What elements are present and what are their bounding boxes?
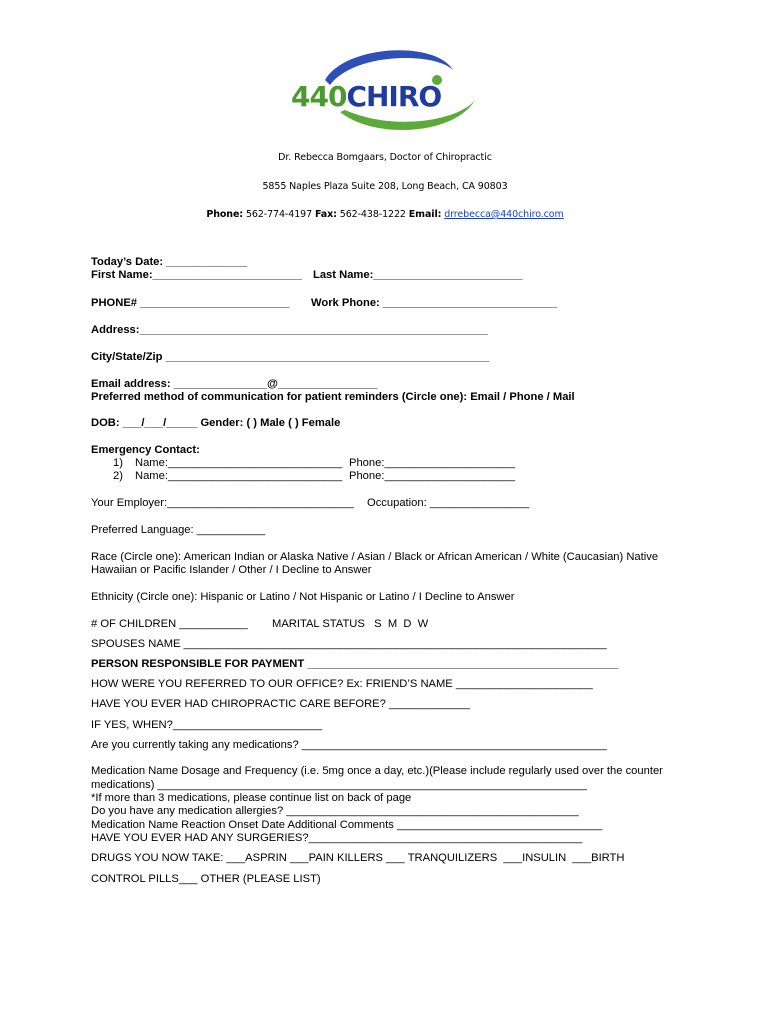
phone-label: Phone:	[206, 209, 244, 220]
first-name-field[interactable]: First Name:________________________	[91, 269, 302, 281]
emergency2-number: 2)	[113, 470, 123, 482]
fax-label: Fax:	[314, 209, 337, 220]
responsible-payment-field[interactable]: PERSON RESPONSIBLE FOR PAYMENT __________________________________________________	[91, 658, 619, 670]
clinic-address: 5855 Naples Plaza Suite 208, Long Beach, CA 90803	[262, 181, 508, 192]
surgeries-field[interactable]: HAVE YOU EVER HAD ANY SURGERIES?____________________________________________	[91, 832, 583, 844]
control-pills-field[interactable]: CONTROL PILLS___ OTHER (PLEASE LIST)	[91, 873, 321, 885]
logo-text	[291, 80, 441, 113]
fax-number: 562-438-1222	[339, 209, 406, 220]
ethnicity-field[interactable]: Ethnicity (Circle one): Hispanic or Latino / Not Hispanic or Latino / I Decline to Answer	[91, 591, 515, 603]
referred-field[interactable]: HOW WERE YOU REFERRED TO OUR OFFICE? Ex: FRIEND’S NAME ______________________	[91, 678, 593, 690]
emergency1-number: 1)	[113, 457, 123, 469]
occupation-field[interactable]: Occupation: ________________	[367, 497, 530, 509]
emergency-contact-title: Emergency Contact:	[91, 444, 200, 456]
race-line-2[interactable]: Hawaiian or Pacific Islander / Other / I Decline to Answer	[91, 564, 372, 576]
spouses-name-field[interactable]: SPOUSES NAME ____________________________________________________________________	[91, 638, 607, 650]
email-label: Email:	[408, 209, 442, 220]
logo-number: 440	[291, 80, 347, 113]
if-yes-when-field[interactable]: IF YES, WHEN?________________________	[91, 719, 323, 731]
city-state-zip-field[interactable]: City/State/Zip ____________________________________________________	[91, 351, 490, 363]
dob-gender-field[interactable]: DOB: ___/___/_____ Gender: ( ) Male ( ) Female	[91, 417, 341, 429]
email-link[interactable]: drrebecca@440chiro.com	[444, 209, 564, 220]
last-name-field[interactable]: Last Name:________________________	[313, 269, 523, 281]
chiro-before-field[interactable]: HAVE YOU EVER HAD CHIROPRACTIC CARE BEFORE? _____________	[91, 698, 470, 710]
emergency1-phone-field[interactable]: Phone:_____________________	[349, 457, 516, 469]
children-field[interactable]: # OF CHILDREN ___________	[91, 618, 248, 630]
logo-word: CHIRO	[346, 80, 442, 113]
emergency1-name-field[interactable]: Name:____________________________	[135, 457, 343, 469]
work-phone-field[interactable]: Work Phone: ____________________________	[311, 297, 558, 309]
doctor-line: Dr. Rebecca Bomgaars, Doctor of Chiropractic	[278, 152, 492, 163]
phone-field[interactable]: PHONE# ________________________	[91, 297, 290, 309]
emergency2-phone-field[interactable]: Phone:_____________________	[349, 470, 516, 482]
emergency2-name-field[interactable]: Name:____________________________	[135, 470, 343, 482]
drugs-field[interactable]: DRUGS YOU NOW TAKE: ___ASPRIN ___PAIN KILLERS ___ TRANQUILIZERS ___INSULIN ___BIRTH	[91, 852, 625, 864]
language-field[interactable]: Preferred Language: ___________	[91, 524, 266, 536]
medication-line-2[interactable]: medications) _____________________________________________________________________	[91, 779, 587, 791]
phone-number: 562-774-4197	[245, 209, 313, 220]
more-medications-note: *If more than 3 medications, please continue list on back of page	[91, 792, 412, 804]
clinic-logo	[285, 40, 485, 140]
medications-field[interactable]: Are you currently taking any medications? _________________________________________________	[91, 739, 607, 751]
reaction-field[interactable]: Medication Name Reaction Onset Date Additional Comments _________________________________	[91, 819, 603, 831]
address-field[interactable]: Address:________________________________________________________	[91, 324, 488, 336]
contact-line	[0, 209, 770, 220]
employer-field[interactable]: Your Employer:______________________________	[91, 497, 354, 509]
race-line-1[interactable]: Race (Circle one): American Indian or Alaska Native / Asian / Black or African American / White (Caucasian) Native	[91, 551, 659, 563]
allergies-field[interactable]: Do you have any medication allergies? _______________________________________________	[91, 805, 579, 817]
medication-line-1[interactable]: Medication Name Dosage and Frequency (i.e. 5mg once a day, etc.)(Please include regularly used over the counter	[91, 765, 663, 777]
email-field[interactable]: Email address: _______________@________________	[91, 378, 378, 390]
preferred-method-field[interactable]: Preferred method of communication for patient reminders (Circle one): Email / Phone / Mail	[91, 391, 575, 403]
todays-date-field[interactable]: Today’s Date: _____________	[91, 256, 248, 268]
marital-status-field[interactable]: MARITAL STATUS S M D W	[272, 618, 429, 630]
